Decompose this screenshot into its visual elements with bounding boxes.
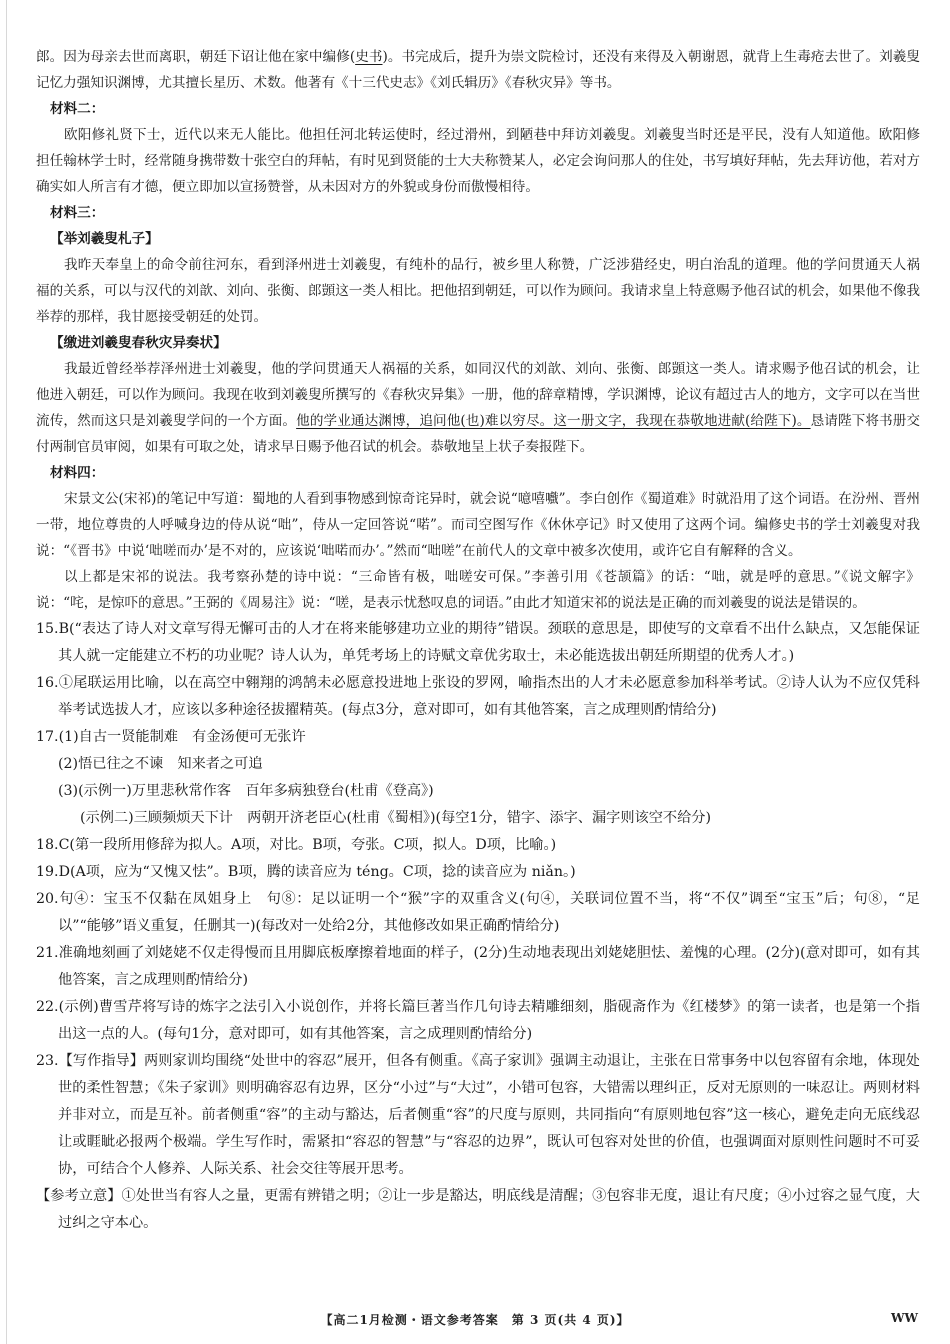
- material2-heading: 材料二：: [50, 101, 105, 117]
- material3-heading: 材料三：: [50, 205, 105, 221]
- answer-15: 15.B(“表达了诗人对文章写得无懈可击的人才在将来能够建功立业的期待”错误。颈联的意思是，即使写的文章看不出什么缺点，又怎能保证其人就一定能建立不朽的功业呢？诗人认为，单凭考场上的诗赋文章优劣取士，未必能选拔出朝廷所期望的优秀人才。): [36, 621, 920, 664]
- answer-21: 21.准确地刻画了刘姥姥不仅走得慢而且用脚底板摩擦着地面的样子，(2分)生动地表现出刘姥姥胆怯、羞愧的心理。(2分)(意对即可，如有其他答案，言之成理则酌情给分): [36, 945, 920, 988]
- answer-17-2: (2)悟已往之不谏 知来者之可追: [58, 756, 263, 772]
- answer-23-reference: 【参考立意】①处世当有容人之量，更需有辨错之明；②让一步是豁达，明底线是清醒；③包容非无度，退让有尺度；④小过容之显气度，大过纠之守本心。: [36, 1188, 920, 1231]
- answer-23-guide: 23.【写作指导】两则家训均围绕“处世中的容忍”展开，但各有侧重。《高子家训》强调主动退让，主张在日常事务中以包容留有余地，体现处世的柔性智慧；《朱子家训》则明确容忍有边界，区分“小过”与“大过”，小错可包容，大错需以理纠正，反对无原则的一味忍让。两则材料并非对立，而是互补。前者侧重“容”的主动与豁达，后者侧重“容”的尺度与原则，共同指向“有原则地包容”这一核心，避免走向无底线忍让或睚眦必报两个极端。学生写作时，需紧扣“容忍的智慧”与“容忍的边界”，既认可包容对处世的价值，也强调面对原则性问题时不可妥协，可结合个人修养、人际关系、社会交往等展开思考。: [36, 1053, 920, 1177]
- material4-text2: 以上都是宋祁的说法。我考察孙楚的诗中说：“三命皆有极，咄嗟安可保。”李善引用《苍颉篇》的话：“咄，就是呼的意思。”《说文解字》说：“咤，是惊吓的意思。”王弼的《周易注》说：“嗟，是表示忧愁叹息的词语。”由此才知道宋祁的说法是正确的而刘羲叟的说法是错误的。: [36, 569, 920, 611]
- material3-underlined-2: 这一册文字，我现在恭敬地进献(给陛下)。: [553, 413, 811, 429]
- answer-16: 16.①尾联运用比喻，以在高空中翱翔的鸿鹄未必愿意投进地上张设的罗网，喻指杰出的人才未必愿意参加科举考试。②诗人认为不应仅凭科举考试选拔人才，应该以多种途径拔擢精英。(每点3分，意对即可，如有其他答案，言之成理则酌情给分): [36, 675, 920, 718]
- material3-text1: 我昨天奉皇上的命令前往河东，看到泽州进士刘羲叟，有纯朴的品行，被乡里人称赞，广泛涉猎经史，明白治乱的道理。他的学问贯通天人祸福的关系，可以与汉代的刘歆、刘向、张衡、郎顗这一类人相比。把他招到朝廷，可以作为顾问。我请求皇上特意赐予他召试的机会，如果他不像我举荐的那样，我甘愿接受朝廷的处罚。: [36, 257, 920, 325]
- material3-bracket2: 【缴进刘羲叟春秋灾异奏状】: [50, 335, 227, 351]
- material4-text1: 宋景文公(宋祁)的笔记中写道：蜀地的人看到事物感到惊奇诧异时，就会说“噫嘻嚱”。李白创作《蜀道难》时就沿用了这个词语。在汾州、晋州一带，地位尊贵的人呼喊身边的侍从说“咄”，侍从一定回答说“喏”。而司空图写作《休休亭记》时又使用了这两个词。编修史书的学士刘羲叟对我说：“《晋书》中说‘咄嗟而办’是不对的，应该说‘咄喏而办’。”然而“咄嗟”在前代人的文章中被多次使用，或许它自有解释的含义。: [36, 491, 920, 559]
- footer-code: WW: [891, 1311, 918, 1325]
- material3-text2: [36, 356, 920, 460]
- material1-tail: [36, 44, 920, 96]
- material1-underlined: 史书: [355, 49, 383, 65]
- page-edge: [6, 0, 7, 1344]
- answer-17-1: 17.(1)自古一贤能制难 有金汤便可无张许: [36, 729, 306, 745]
- page-footer: 【高二1月检测・语文参考答案 第 3 页(共 4 页)】: [320, 1313, 630, 1327]
- answer-17-3b: (示例二)三顾频烦天下计 两朝开济老臣心(杜甫《蜀相》)(每空1分，错字、添字、漏字则该空不给分): [80, 810, 712, 826]
- material3-text2-b: 恳请陛下将书册交付两制官员审阅，如果有可取之处，请求早日赐予他召试的机会。恭敬地呈上状子奏报陛下。: [36, 413, 921, 455]
- material3-text2-a: 我最近曾经举荐泽州进士刘羲叟，他的学问贯通天人祸福的关系，如同汉代的刘歆、刘向、张衡、郎顗这一类人。请求赐予他召试的机会，让他进入朝廷，可以作为顾问。我现在收到刘羲叟所撰写的《春秋灾异集》一册，他的辞章精博，学识渊博，论议有超过古人的地方，文字可以在当世流传，然而这只是刘羲叟学问的一个方面。: [36, 361, 920, 429]
- material3-bracket1: 【举刘羲叟札子】: [50, 231, 159, 247]
- answer-20: 20.句④：宝玉不仅黏在凤姐身上 句⑧：足以证明一个“猴”字的双重含义(句④，关联词位置不当，将“不仅”调至“宝玉”后；句⑧，“足以”“能够”语义重复，任删其一)(每改对一处给2分，其他修改如果正确酌情给分): [36, 891, 920, 934]
- material3-underlined-1: 他的学业通达渊博，追问他(也)难以穷尽。: [296, 413, 554, 429]
- material1-text-b: )。书完成后，提升为崇文院检讨，还没有来得及入朝谢恩，就背上生毒疮去世了。刘羲叟记忆力强知识渊博，尤其擅长星历、术数。他著有《十三代史志》《刘氏辑历》《春秋灾异》等书。: [36, 49, 920, 91]
- document-page: [36, 44, 920, 1237]
- material2-text: 欧阳修礼贤下士，近代以来无人能比。他担任河北转运使时，经过滑州，到陋巷中拜访刘羲叟。刘羲叟当时还是平民，没有人知道他。欧阳修担任翰林学士时，经常随身携带数十张空白的拜帖，有时见到贤能的士大夫称赞某人，必定会询问那人的住处，书写填好拜帖，先去拜访他，若对方确实如人所言有才德，便立即加以宣扬赞誉，从未因对方的外貌或身份而傲慢相待。: [36, 127, 920, 195]
- answer-17-3a: (3)(示例一)万里悲秋常作客 百年多病独登台(杜甫《登高》): [58, 783, 434, 799]
- answer-22: 22.(示例)曹雪芹将写诗的炼字之法引入小说创作，并将长篇巨著当作几句诗去精雕细刻，脂砚斋作为《红楼梦》的第一读者，也是第一个指出这一点的人。(每句1分，意对即可，如有其他答案，言之成理则酌情给分): [36, 999, 920, 1042]
- answer-18: 18.C(第一段所用修辞为拟人。A项，对比。B项，夸张。C项，拟人。D项，比喻。): [36, 837, 557, 853]
- material4-heading: 材料四：: [50, 465, 105, 481]
- material1-text-a: 郎。因为母亲去世而离职，朝廷下诏让他在家中编修(: [36, 49, 356, 65]
- answer-19: 19.D(A项，应为“又愧又怯”。B项，腾的读音应为 téng。C项，捻的读音应为 niǎn。): [36, 864, 576, 880]
